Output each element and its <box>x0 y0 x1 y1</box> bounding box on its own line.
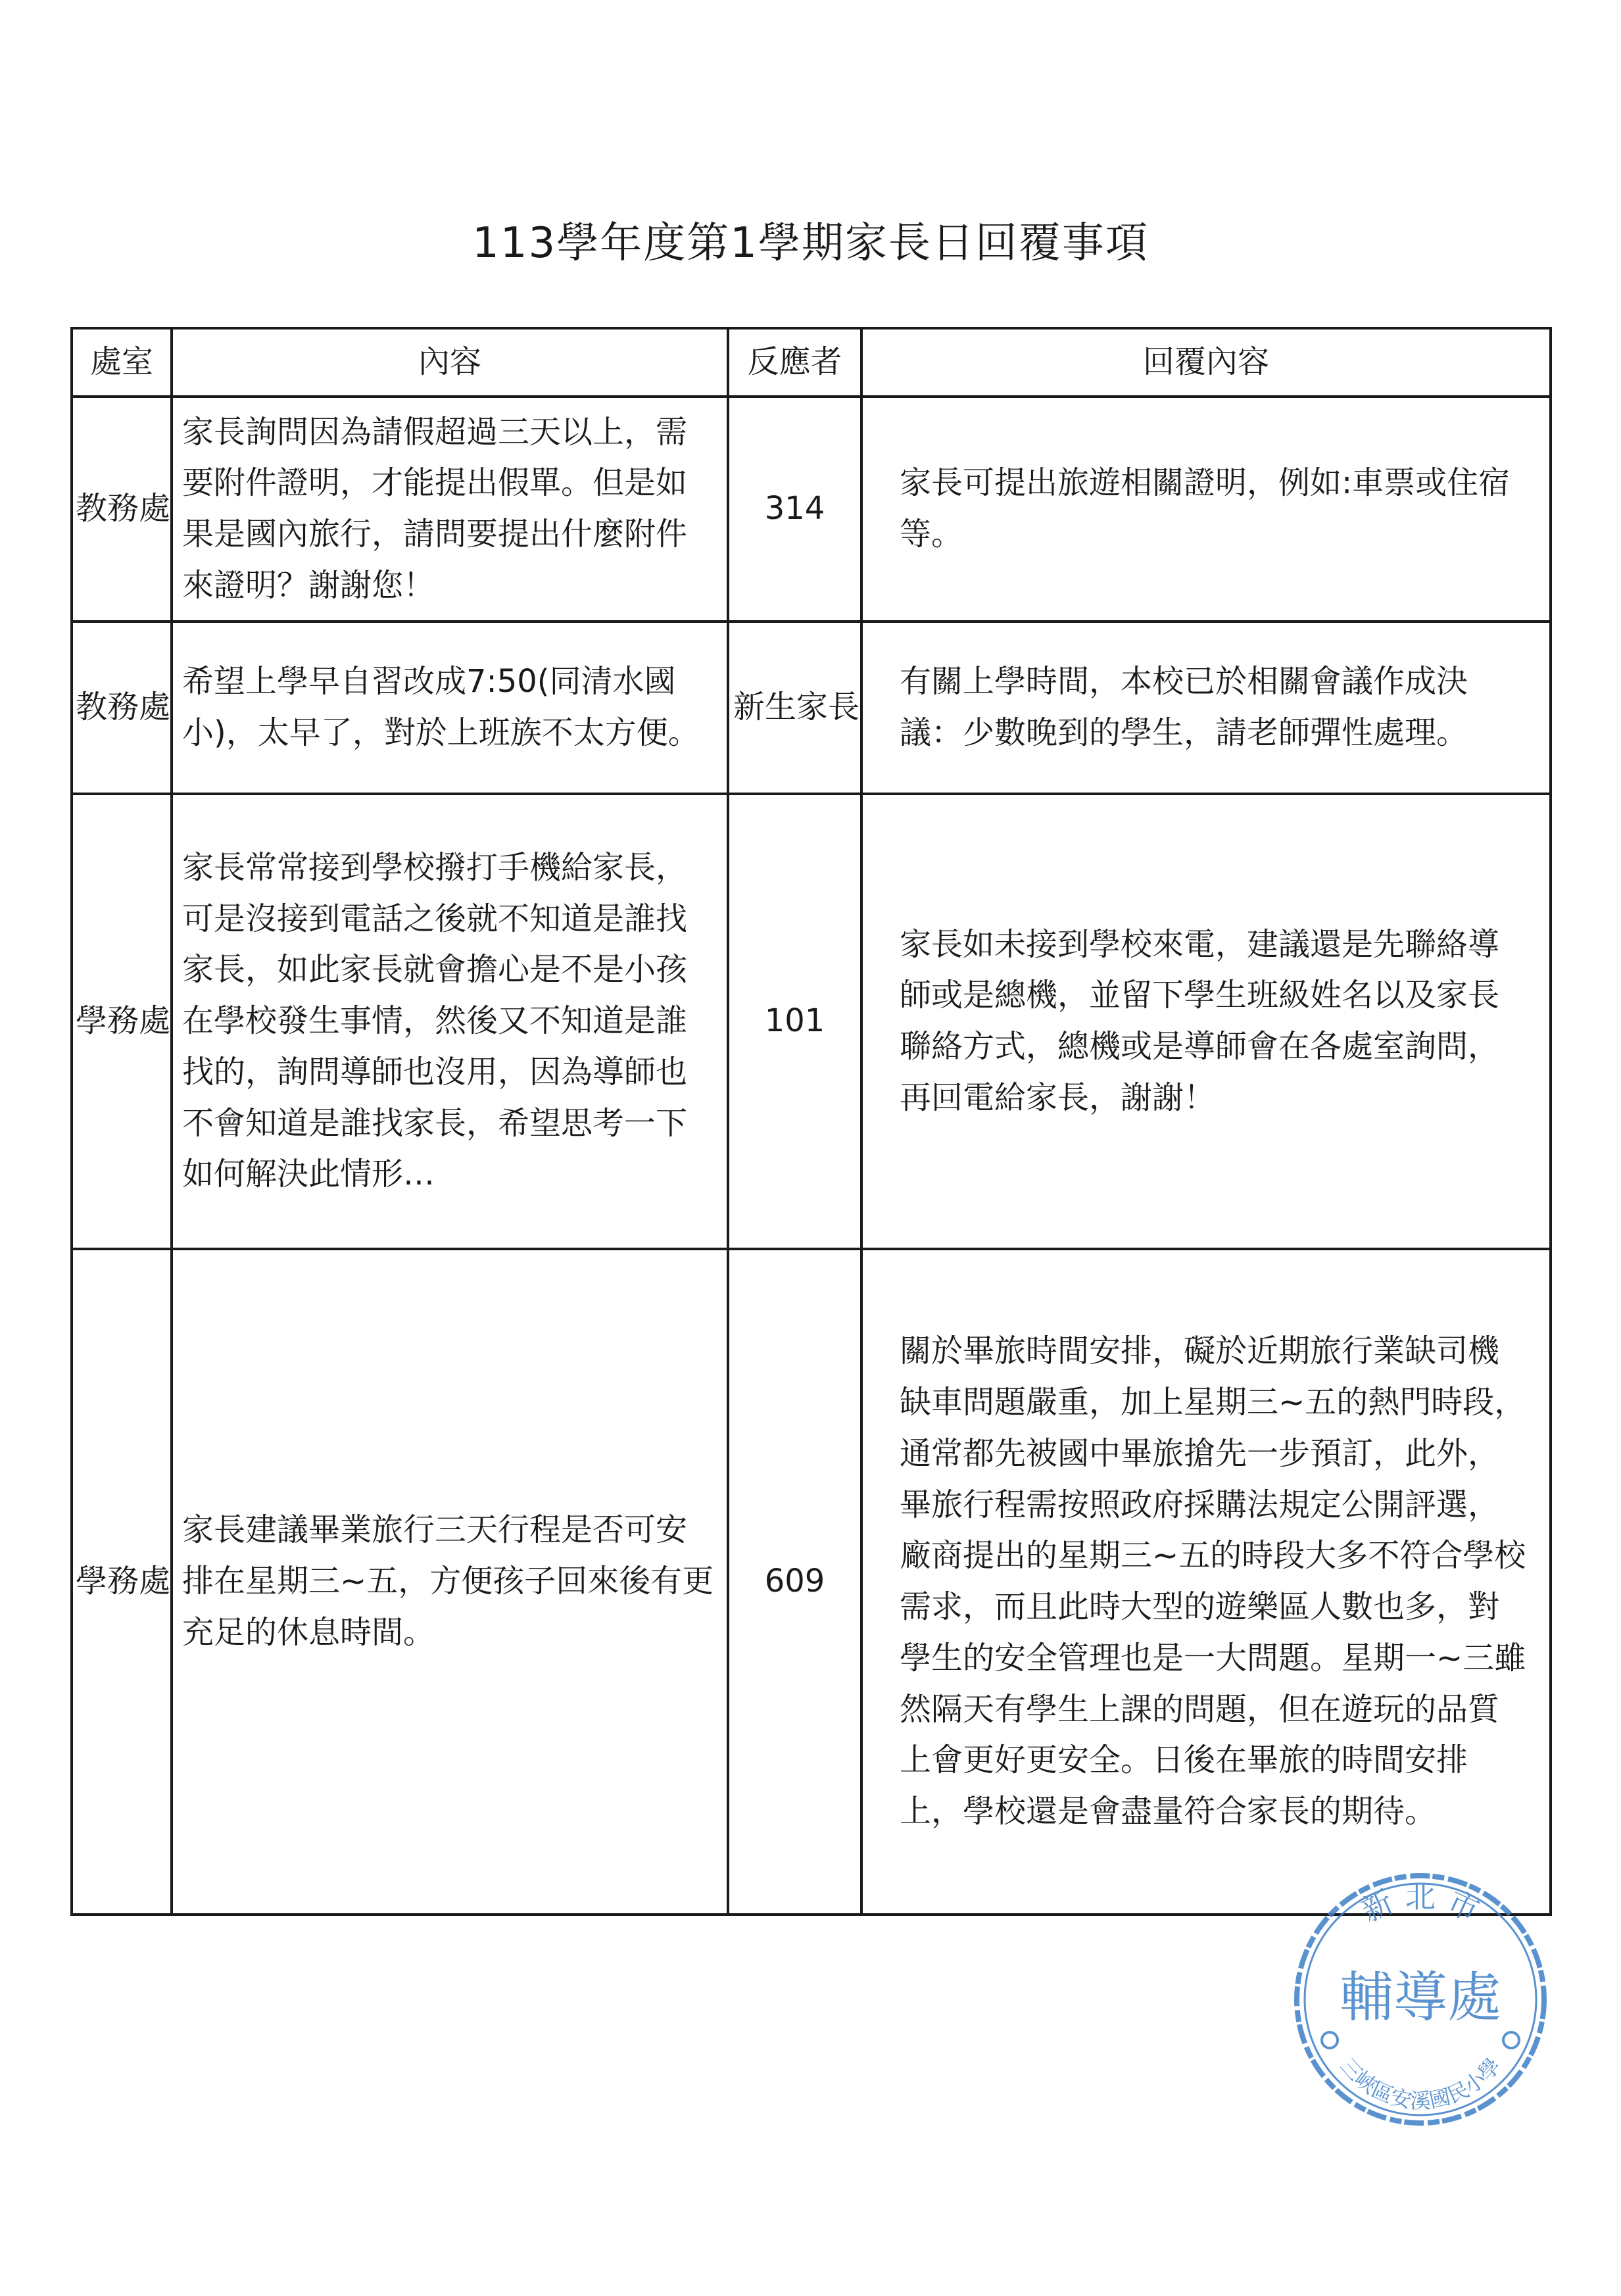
table-row <box>72 794 1551 1249</box>
header-dept: 處室 <box>72 328 172 397</box>
document-title: 113學年度第1學期家長日回覆事項 <box>472 219 1149 268</box>
table-row <box>72 1249 1551 1915</box>
reply-cell: 關於畢旅時間安排，礙於近期旅行業缺司機缺車問題嚴重，加上星期三~五的熱門時段，通常都先被國中畢旅搶先一步預訂，此外，畢旅行程需按照政府採購法規定公開評選，廠商提出的星期三~五的時段大多不符合學校需求，而且此時大型的遊樂區人數也多，對學生的安全管理也是一大問題。星期一~三雖然隔天有學生上課的問題，但在遊玩的品質上會更好更安全。日後在畢旅的時間安排上，學校還是會盡量符合家長的期待。 <box>861 1249 1551 1915</box>
dept-cell: 教務處 <box>72 622 172 794</box>
reply-cell: 家長如未接到學校來電，建議還是先聯絡導師或是總機，並留下學生班級姓名以及家長聯絡方式，總機或是導師會在各處室詢問，再回電給家長，謝謝！ <box>861 794 1551 1249</box>
content-cell: 家長詢問因為請假超過三天以上，需要附件證明，才能提出假單。但是如果是國內旅行，請問要提出什麼附件來證明？謝謝您！ <box>172 397 728 622</box>
content-cell: 希望上學早自習改成7:50(同清水國小)，太早了，對於上班族不太方便。 <box>172 622 728 794</box>
header-respondent: 反應者 <box>728 328 861 397</box>
table-header-row <box>72 328 1551 397</box>
respondent-cell: 101 <box>728 794 861 1249</box>
respondent-cell: 新生家長 <box>728 622 861 794</box>
seal-bottom-text: 三峽區安溪國民小學 <box>1335 2053 1506 2113</box>
svg-text:三峽區安溪國民小學 <box>1335 2053 1505 2113</box>
dept-cell: 學務處 <box>72 1249 172 1915</box>
seal-top-text: 新 北 市 <box>1356 1879 1485 1929</box>
table-row <box>72 397 1551 622</box>
table-row <box>72 622 1551 794</box>
header-content: 內容 <box>172 328 728 397</box>
reply-cell: 有關上學時間，本校已於相關會議作成決議：少數晚到的學生，請老師彈性處理。 <box>861 622 1551 794</box>
official-seal-stamp <box>1289 1868 1552 2131</box>
reply-cell: 家長可提出旅遊相關證明，例如:車票或住宿等。 <box>861 397 1551 622</box>
content-cell: 家長常常接到學校撥打手機給家長，可是沒接到電話之後就不知道是誰找家長，如此家長就會擔心是不是小孩在學校發生事情，然後又不知道是誰找的，詢問導師也沒用，因為導師也不會知道是誰找家長，希望思考一下如何解決此情形… <box>172 794 728 1249</box>
seal-center-text: 輔導處 <box>1339 1966 1502 2029</box>
content-cell: 家長建議畢業旅行三天行程是否可安排在星期三~五，方便孩子回來後有更充足的休息時間。 <box>172 1249 728 1915</box>
respondent-cell: 314 <box>728 397 861 622</box>
header-reply: 回覆內容 <box>861 328 1551 397</box>
dept-cell: 教務處 <box>72 397 172 622</box>
respondent-cell: 609 <box>728 1249 861 1915</box>
dept-cell: 學務處 <box>72 794 172 1249</box>
reply-table <box>70 327 1552 1916</box>
